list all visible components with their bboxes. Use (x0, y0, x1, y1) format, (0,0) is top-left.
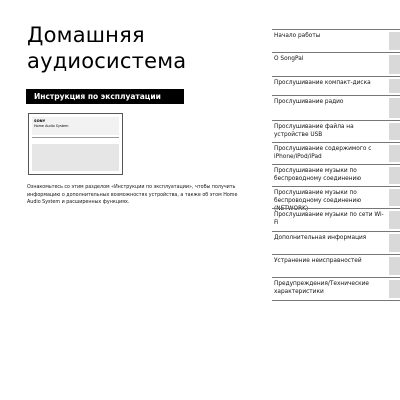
toc-item-wireless-network[interactable] (272, 186, 400, 212)
toc-tab (389, 55, 400, 74)
toc-item-cd[interactable] (272, 76, 400, 95)
toc-item-additional-info[interactable] (272, 231, 400, 254)
toc-item-wireless[interactable] (272, 164, 400, 186)
toc-tab (389, 167, 400, 184)
toc-tab (389, 123, 400, 140)
toc-item-label: О SongPal (274, 56, 304, 62)
toc-item-iphone[interactable] (272, 142, 400, 164)
toc-tab (389, 98, 400, 118)
toc-tab (389, 145, 400, 162)
toc-item-precautions[interactable] (272, 277, 400, 301)
manual-cover-header (32, 117, 119, 135)
page-title (27, 22, 247, 74)
toc-tab (389, 257, 400, 275)
toc-item-label: Прослушивание файла на устройстве USB (274, 124, 354, 138)
manual-cover-body (32, 144, 119, 171)
toc-item-label: Дополнительная информация (274, 235, 367, 241)
manual-banner: Инструкция по эксплуатации (26, 89, 184, 104)
toc-tab (389, 32, 400, 50)
toc-item-usb[interactable] (272, 120, 400, 142)
toc-item-label: Начало работы (274, 33, 321, 39)
toc-item-label: Предупреждения/Технические характеристики (274, 281, 369, 295)
toc-item-label: Прослушивание музыки по беспроводному соединению (274, 168, 362, 182)
toc-item-radio[interactable] (272, 95, 400, 120)
manual-description: Ознакомьтесь со этим разделом «Инструкции по эксплуатации», чтобы получить информацию о дополнительных возможностях устройства, а также об этом Home Audio System и расширенных функциях. (27, 185, 238, 205)
toc-item-label: Устранение неисправностей (274, 258, 362, 264)
toc-item-songpal[interactable] (272, 52, 400, 76)
toc-tab (389, 234, 400, 252)
title-line-2: аудиосистема (27, 49, 187, 73)
toc-item-getting-started[interactable] (272, 29, 400, 52)
manual-cover-brand: SONY (34, 119, 46, 123)
toc-tab (389, 211, 400, 229)
toc-item-label: Прослушивание компакт-диска (274, 80, 371, 86)
table-of-contents (272, 29, 400, 301)
toc-item-label: Прослушивание содержимого с iPhone/iPod/iPad (274, 146, 372, 160)
toc-item-troubleshooting[interactable] (272, 254, 400, 277)
manual-cover-product: Home Audio System (34, 124, 69, 128)
toc-item-label: Прослушивание радио (274, 99, 344, 105)
manual-cover-image (28, 113, 123, 175)
title-line-1: Домашняя (27, 23, 145, 47)
toc-item-label: Прослушивание музыки по сети Wi-Fi (274, 212, 384, 226)
toc-item-label: Прослушивание музыки по беспроводному соединению (NETWORK) (274, 190, 362, 212)
toc-tab (389, 189, 400, 206)
manual-cover-divider (32, 137, 119, 143)
toc-item-wifi[interactable] (272, 208, 400, 231)
toc-tab (389, 280, 400, 298)
toc-tab (389, 79, 400, 93)
